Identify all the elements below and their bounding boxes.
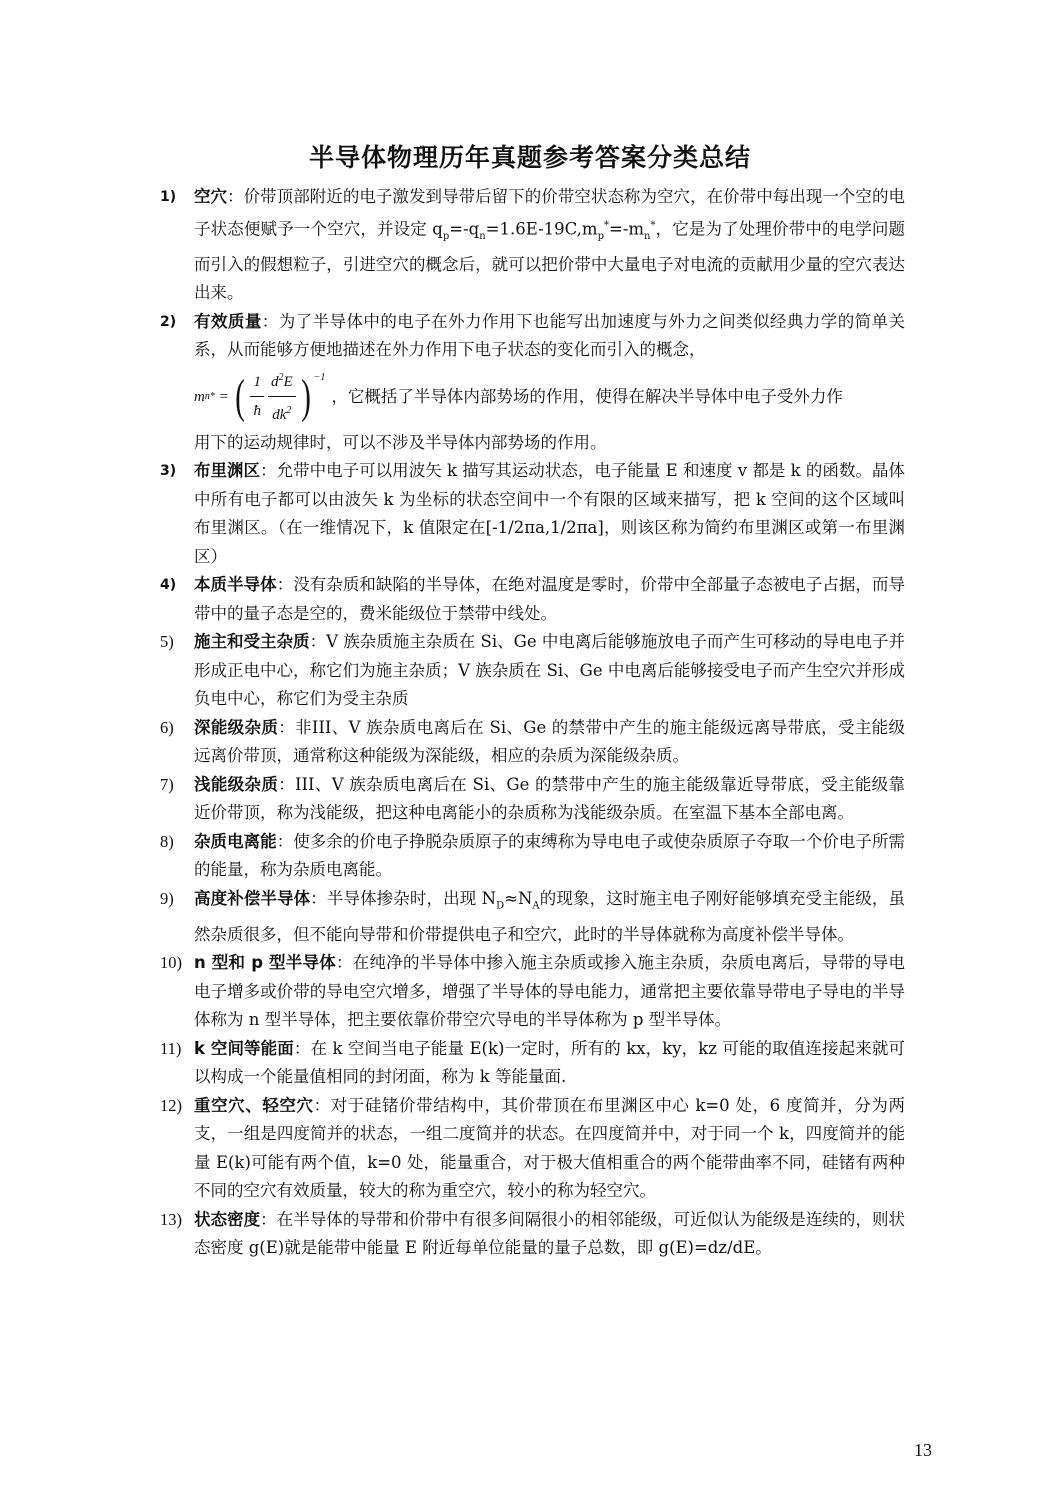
list-item — [160, 714, 905, 771]
item-number: 13) — [160, 1209, 182, 1229]
list-item — [160, 571, 905, 628]
item-number: 4) — [160, 577, 177, 594]
item-term: k 空间等能面 — [194, 1038, 294, 1058]
item-number: 11) — [160, 1038, 182, 1058]
item-term: 重空穴、轻空穴 — [194, 1095, 314, 1115]
item-number: 9) — [160, 888, 174, 908]
item-text: ：III、V 族杂质电离后在 Si、Ge 的禁带中产生的施主能级靠近导带底，受主能级靠近价带顶，称为浅能级，把这种电离能小的杂质称为浅能级杂质。在室温下基本全部电离。 — [194, 774, 906, 823]
definition-list — [160, 183, 905, 1263]
list-item — [160, 771, 905, 828]
page-number: 13 — [914, 1440, 932, 1460]
item-text: ：在纯净的半导体中掺入施主杂质或掺入施主杂质，杂质电离后，导带的导电电子增多或价带的导电空穴增多，增强了半导体的导电能力，通常把主要依靠导带电子导电的半导体称为 n 型半导体，把主要依靠价带空穴导电的半导体称为 p 型半导体。 — [194, 953, 906, 1030]
list-item: 1) 空穴：价带顶部附近的电子激发到导带后留下的价带空状态称为空穴，在价带中每出现一个空的电子状态便赋予一个空穴，并设定 $q_p=-q_n=1.6E-19C,m_p^*=-m_n^*$，它是为了处理价带中的电学问题而引入的假想粒子，引进空穴的概念后，就可以把价带中大量电子对电流的贡献用少量的空穴表达出来。 — [160, 183, 905, 308]
item-number: 10) — [160, 953, 182, 973]
item-term: 浅能级杂质 — [194, 774, 279, 794]
item-text-after: 用下的运动规律时，可以不涉及半导体内部势场的作用。 — [194, 432, 607, 452]
list-item: 9) 高度补偿半导体：半导体掺杂时，出现 $N_D\approx N_A$的现象，这时施主电子刚好能够填充受主能级，虽然杂质很多，但不能向导带和价带提供电子和空穴，此时的半导体就称为高度补偿半导体。 — [160, 885, 905, 949]
list-item — [160, 1206, 905, 1263]
item-text: ：允带中电子可以用波矢 k 描写其运动状态，电子能量 E 和速度 v 都是 k 的函数。晶体中所有电子都可以由波矢 k 为坐标的状态空间中一个有限的区域来描写，把 k 空间的这个区域叫布里渊区。（在一维情况下，k 值限定在[-1/2πa,1/2πa]，则该区称为简约布里渊区或第一布里渊区） — [194, 461, 905, 566]
item-number: 3) — [160, 463, 177, 480]
item-term: 杂质电离能 — [194, 831, 277, 851]
list-item — [160, 628, 905, 714]
item-term: 本质半导体 — [194, 575, 277, 595]
item-term: 状态密度 — [194, 1209, 261, 1229]
item-number: 8) — [160, 831, 174, 851]
item-text: ：V 族杂质施主杂质在 Si、Ge 中电离后能够施放电子而产生可移动的导电电子并形成正电中心，称它们为施主杂质；V 族杂质在 Si、Ge 中电离后能够接受电子而产生空穴并形成负电中心，称它们为受主杂质 — [194, 632, 905, 709]
item-term: 空穴 — [194, 187, 228, 206]
item-text: ：在半导体的导带和价带中有很多间隔很小的相邻能级，可近似认为能级是连续的，则状态密度 g(E)就是能带中能量 E 附近每单位能量的量子总数，即 g(E)=dz/dE。 — [194, 1209, 906, 1258]
item-term: n 型和 p 型半导体 — [194, 953, 336, 973]
list-item — [160, 457, 905, 571]
item-number: 6) — [160, 717, 174, 737]
item-number: 1) — [160, 189, 177, 205]
item-text: ：为了半导体中的电子在外力作用下也能写出加速度与外力之间类似经典力学的简单关系，从而能够方便地描述在外力作用下电子状态的变化而引入的概念， — [194, 311, 906, 360]
item-term: 有效质量 — [194, 311, 262, 331]
item-text-tail: ，它是为了处理价带中的电学问题而引入的假想粒子，引进空穴的概念后，就可以把价带中大量电子对电流的贡献用少量的空穴表达出来。 — [194, 219, 906, 303]
effective-mass-formula-line — [194, 367, 905, 427]
item-text: ：使多余的价电子挣脱杂质原子的束缚称为导电电子或使杂质原子夺取一个价电子所需的能量，称为杂质电离能。 — [194, 831, 906, 880]
item-text-tail: 的现象，这时施主电子刚好能够填充受主能级，虽然杂质很多，但不能向导带和价带提供电子和空穴，此时的半导体就称为高度补偿半导体。 — [194, 888, 906, 944]
item-text: ：半导体掺杂时，出现 N — [310, 888, 497, 908]
item-text: ：在 k 空间当电子能量 E(k)一定时，所有的 kx，ky，kz 可能的取值连接起来就可以构成一个能量值相同的封闭面，称为 k 等能量面. — [194, 1038, 905, 1087]
page-title: 半导体物理历年真题参考答案分类总结 — [308, 143, 751, 172]
list-item — [160, 828, 905, 885]
item-term: 施主和受主杂质 — [194, 632, 310, 652]
item-text: ：价带顶部附近的电子激发到导带后留下的价带空状态称为空穴，在价带中每出现一个空的电子状态便赋予一个空穴，并设定 q — [194, 187, 906, 238]
list-item — [160, 1035, 905, 1092]
item-term: 布里渊区 — [194, 461, 261, 481]
item-text: ：没有杂质和缺陷的半导体，在绝对温度是零时，价带中全部量子态被电子占据，而导带中的量子态是空的，费米能级位于禁带中线处。 — [194, 575, 906, 623]
item-term: 高度补偿半导体 — [194, 888, 311, 908]
item-text: ：对于硅锗价带结构中，其价带顶在布里渊区中心 k=0 处，6 度简并，分为两支，一组是四度简并的状态，一组二度简并的状态。在四度简并中，对于同一个 k，四度简并的能量 E(k)可能有两个值，k=0 处，能量重合，对于极大值相重合的两个能带曲率不同，硅锗有两种不同的空穴有效质量，较大的称为重空穴，较小的称为轻空穴。 — [194, 1095, 905, 1201]
list-item — [160, 949, 905, 1035]
item-number: 12) — [160, 1095, 182, 1115]
list-item — [160, 1092, 905, 1206]
item-number: 2) — [160, 313, 177, 330]
list-item — [160, 308, 905, 458]
item-number: 5) — [160, 632, 174, 652]
item-text-formula-tail: ，它概括了半导体内部势场的作用，使得在解决半导体中电子受外力作 — [331, 386, 843, 406]
item-number: 7) — [160, 774, 174, 794]
effective-mass-formula: m n * = ( $\frac{1}{ħ}$ $\frac{d^2E}{dk^2}$ ) $^{-1}$ — [194, 364, 325, 430]
item-term: 深能级杂质 — [194, 717, 279, 737]
item-text: ：非III、V 族杂质电离后在 Si、Ge 的禁带中产生的施主能级远离导带底，受主能级远离价带顶，通常称这种能级为深能级，相应的杂质为深能级杂质。 — [194, 717, 906, 766]
